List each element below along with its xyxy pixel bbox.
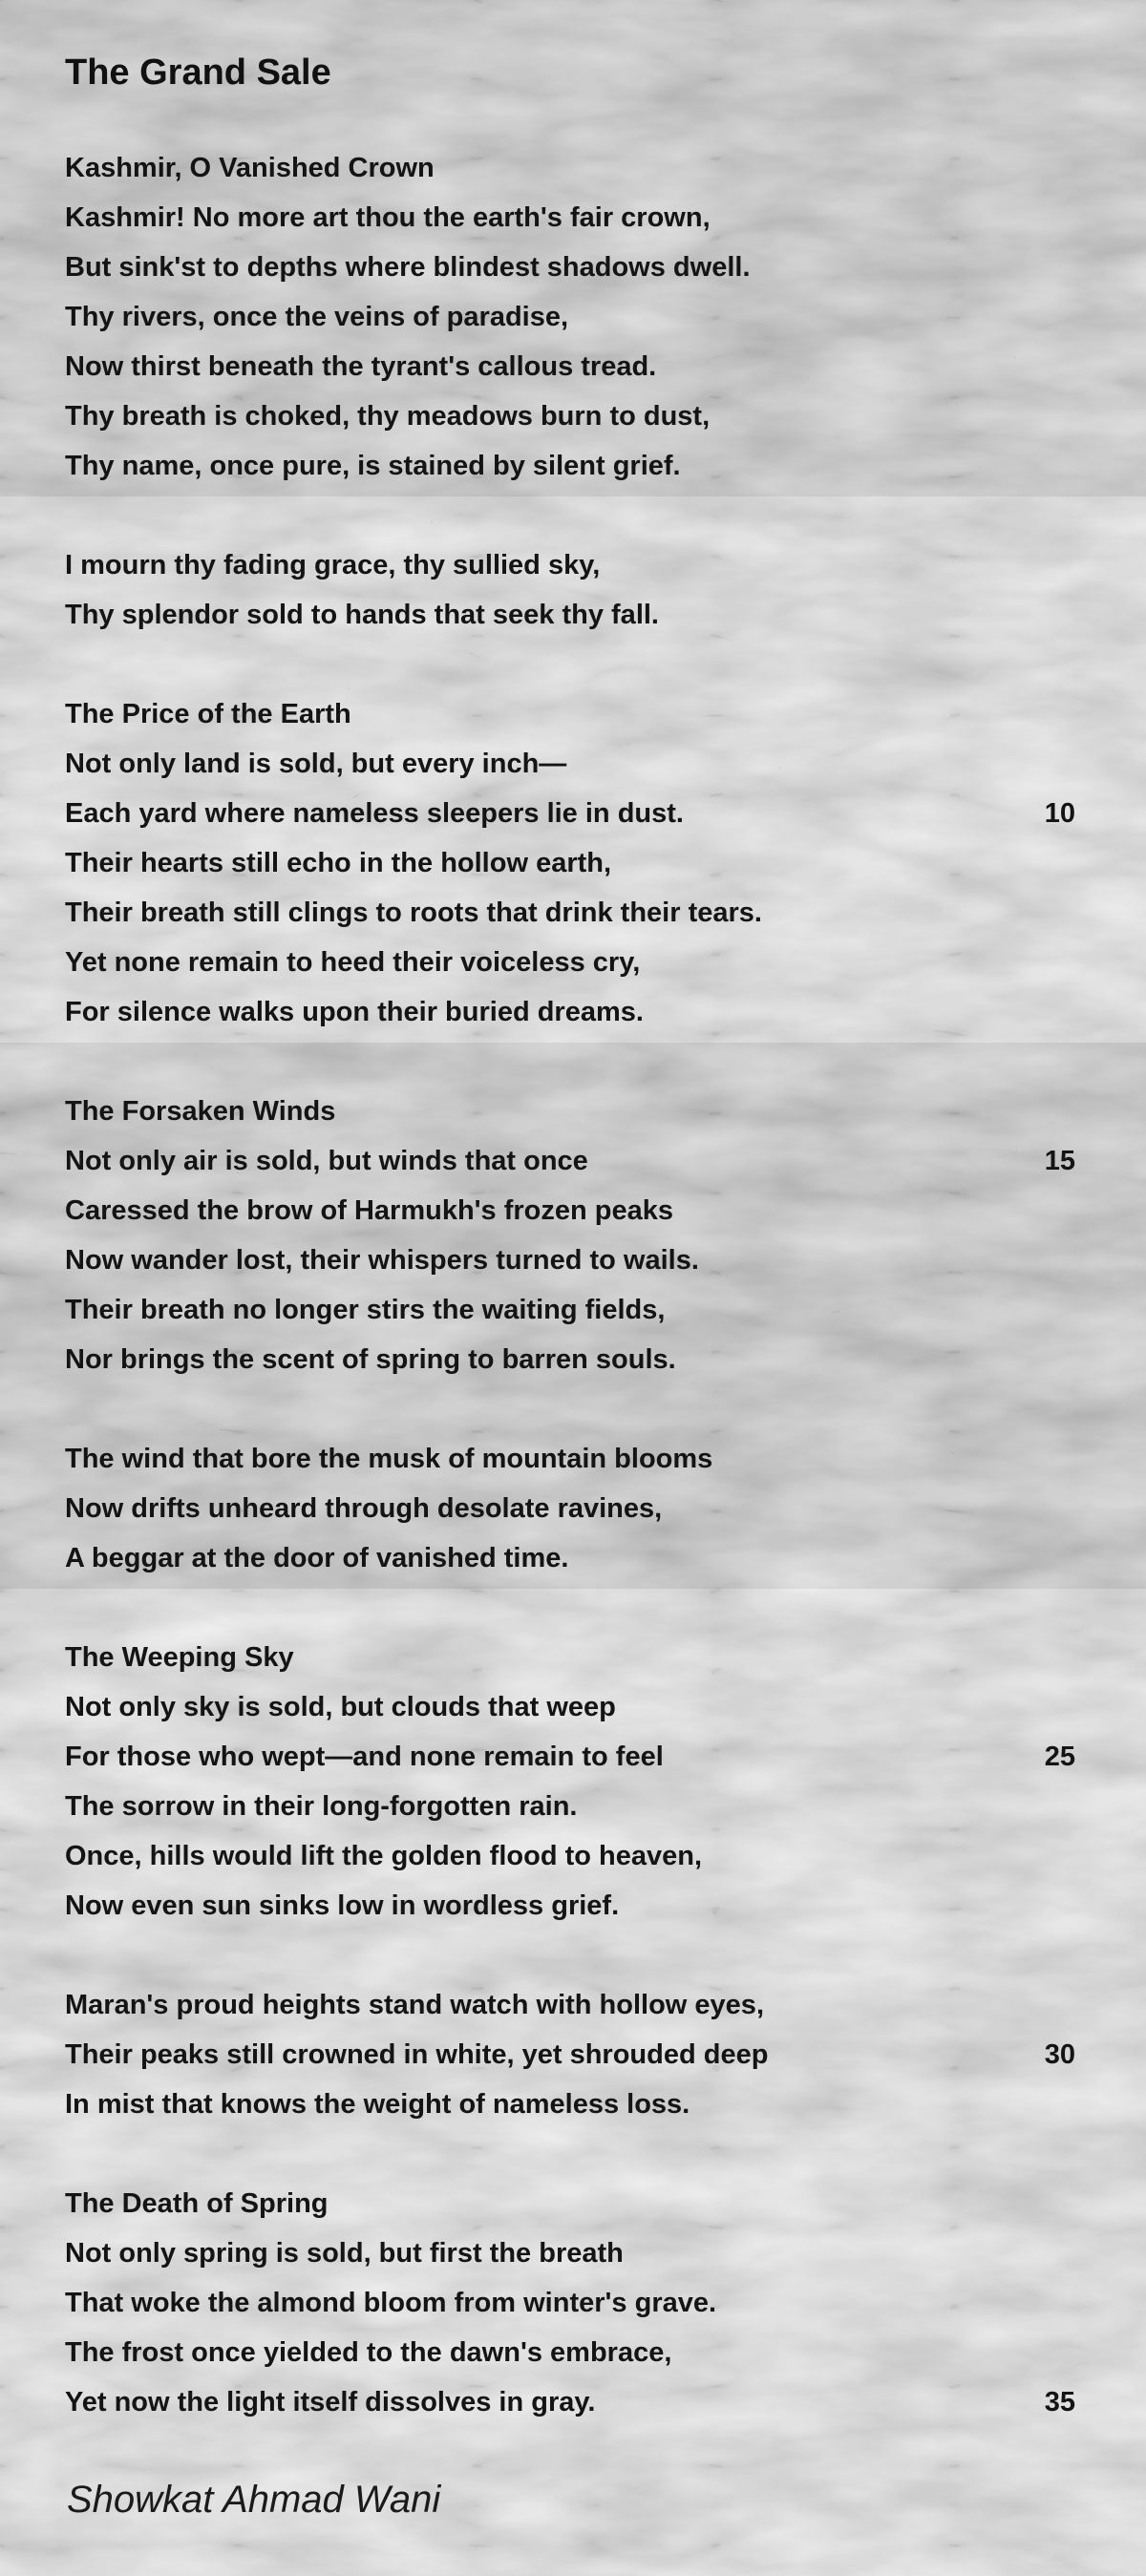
poem-line-text: Not only land is sold, but every inch— [65,749,567,779]
poem-line [65,888,1081,938]
stanza-break [65,2129,1081,2179]
stanza-break [65,491,1081,540]
line-number: 30 [1044,2039,1075,2070]
poem-line-text: Now thirst beneath the tyrant's callous tread. [65,351,657,382]
poem-line [65,193,1081,243]
poem-line-text: The sorrow in their long-forgotten rain. [65,1791,578,1822]
poem-line [65,987,1081,1037]
poem-line [65,342,1081,391]
poem-line [65,838,1081,888]
poem-line [65,2377,1081,2427]
stanza-break [65,1583,1081,1633]
poem-line-text: Caressed the brow of Harmukh's frozen peaks [65,1195,674,1226]
poem-line [65,2030,1081,2080]
poem-line [65,143,1081,193]
poem-line-text: Their peaks still crowned in white, yet shrouded deep [65,2039,769,2070]
poem-line [65,689,1081,739]
poem-line [65,1682,1081,1732]
poem-line-text: Thy breath is choked, thy meadows burn to dust, [65,401,711,432]
stanza-break [65,1037,1081,1087]
poem-line-text: Their breath still clings to roots that drink their tears. [65,897,762,928]
stanza-break [65,640,1081,689]
line-number: 25 [1044,1742,1075,1772]
poem-line-text: Each yard where nameless sleepers lie in dust. [65,798,684,829]
poem-line-text: A beggar at the door of vanished time. [65,1543,569,1573]
poem-line-text: The Forsaken Winds [65,1096,336,1127]
poem-line-text: Now even sun sinks low in wordless grief. [65,1890,620,1921]
poem-line [65,292,1081,342]
poem-line [65,1831,1081,1881]
poem-line-text: But sink'st to depths where blindest shadows dwell. [65,252,751,283]
poem-line [65,1980,1081,2030]
poem-line [65,1732,1081,1782]
poem-line [65,739,1081,789]
line-number: 35 [1044,2387,1075,2418]
poem-line-text: The wind that bore the musk of mountain blooms [65,1444,713,1474]
stanza-break [65,1384,1081,1434]
poem-line-text: Their breath no longer stirs the waiting fields, [65,1295,666,1325]
poem-line [65,1235,1081,1285]
poem-line-text: Kashmir, O Vanished Crown [65,153,435,183]
poem-line [65,1533,1081,1583]
poem-line [65,938,1081,987]
poem-line-text: Now drifts unheard through desolate ravines, [65,1493,663,1524]
poem-line-text: Thy splendor sold to hands that seek thy fall. [65,600,659,630]
poem-line-text: Yet now the light itself dissolves in gray. [65,2387,596,2418]
poem-line [65,441,1081,491]
poem-author: Showkat Ahmad Wani [67,2479,441,2521]
poem-line-text: I mourn thy fading grace, thy sullied sky, [65,550,601,581]
poem-line [65,1434,1081,1484]
poem-line-text: Not only sky is sold, but clouds that weep [65,1692,616,1722]
poem-line-text: Once, hills would lift the golden flood to heaven, [65,1841,703,1871]
poem-line-text: Nor brings the scent of spring to barren souls. [65,1344,676,1375]
line-number: 15 [1044,1146,1075,1176]
poem-line [65,1633,1081,1682]
poem-line-text: The Weeping Sky [65,1642,294,1673]
poem-line [65,590,1081,640]
poem-line [65,391,1081,441]
poem-line [65,540,1081,590]
poem-line-text: Thy name, once pure, is stained by silent grief. [65,451,681,481]
poem-body [65,143,1081,2427]
poem-line-text: The Price of the Earth [65,699,351,729]
poem-line [65,243,1081,292]
poem-title: The Grand Sale [65,53,331,93]
poem-line-text: In mist that knows the weight of nameless loss. [65,2089,690,2120]
poem-line [65,789,1081,838]
poem-line [65,1881,1081,1931]
poem-line [65,1285,1081,1335]
poem-line [65,2278,1081,2328]
poem-line-text: Not only air is sold, but winds that once [65,1146,588,1176]
poem-line-text: Yet none remain to heed their voiceless cry, [65,947,641,978]
poem-line-text: Their hearts still echo in the hollow earth, [65,848,612,878]
poem-line [65,1484,1081,1533]
poem-line [65,1136,1081,1186]
poem-line-text: The Death of Spring [65,2188,329,2219]
stanza-break [65,1931,1081,1980]
poem-line [65,2228,1081,2278]
poem-line-text: For silence walks upon their buried dreams. [65,997,644,1027]
poem-line [65,2080,1081,2129]
poem-line [65,1186,1081,1235]
poem-line-text: For those who wept—and none remain to feel [65,1742,664,1772]
poem-line-text: The frost once yielded to the dawn's embrace, [65,2337,672,2368]
line-number: 10 [1044,798,1075,829]
poem-line [65,2328,1081,2377]
poem-line-text: Kashmir! No more art thou the earth's fair crown, [65,202,711,233]
poem-line-text: Not only spring is sold, but first the breath [65,2238,624,2269]
poem-line [65,1335,1081,1384]
poem-line-text: Maran's proud heights stand watch with hollow eyes, [65,1990,764,2020]
poem-line-text: That woke the almond bloom from winter's grave. [65,2288,717,2318]
poem-line-text: Thy rivers, once the veins of paradise, [65,302,569,332]
poem-line [65,1782,1081,1831]
poem-line [65,1087,1081,1136]
poem-line-text: Now wander lost, their whispers turned to wails. [65,1245,699,1276]
poem-line [65,2179,1081,2228]
